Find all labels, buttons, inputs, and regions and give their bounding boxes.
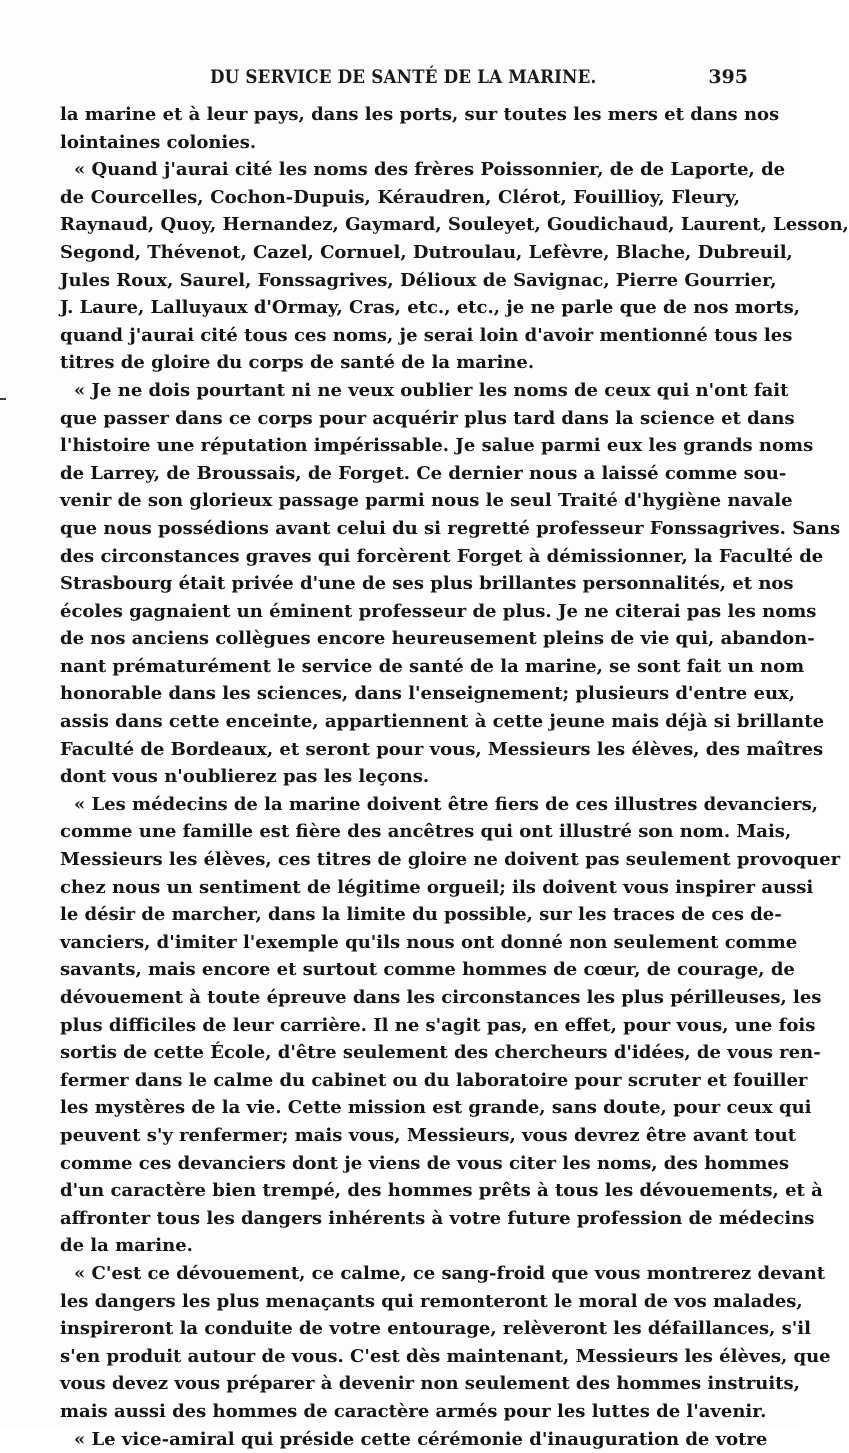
paragraph-3 <box>60 377 740 791</box>
text-line: « C'est ce dévouement, ce calme, ce sang-froid que vous montrerez devant <box>60 1260 740 1288</box>
text-line: l'histoire une réputation impérissable. Je salue parmi eux les grands noms <box>60 432 740 460</box>
text-line: mais aussi des hommes de caractère armés pour les luttes de l'avenir. <box>60 1398 740 1426</box>
text-line: que passer dans ce corps pour acquérir plus tard dans la science et dans <box>60 405 740 433</box>
text-line: honorable dans les sciences, dans l'enseignement; plusieurs d'entre eux, <box>60 680 740 708</box>
text-line: les mystères de la vie. Cette mission est grande, sans doute, pour ceux qui <box>60 1094 740 1122</box>
text-line: la marine et à leur pays, dans les ports, sur toutes les mers et dans nos <box>60 101 740 129</box>
text-line: écoles gagnaient un éminent professeur de plus. Je ne citerai pas les noms <box>60 598 740 626</box>
text-line: J. Laure, Lalluyaux d'Ormay, Cras, etc., etc., je ne parle que de nos morts, <box>60 294 740 322</box>
text-line: de Courcelles, Cochon-Dupuis, Kéraudren, Clérot, Fouillioy, Fleury, <box>60 184 740 212</box>
text-line: de la marine. <box>60 1232 740 1260</box>
text-line: vanciers, d'imiter l'exemple qu'ils nous ont donné non seulement comme <box>60 929 740 957</box>
text-line: les dangers les plus menaçants qui remonteront le moral de vos malades, <box>60 1288 740 1316</box>
text-line: que nous possédions avant celui du si regretté professeur Fonssagrives. Sans <box>60 515 740 543</box>
paragraph-1 <box>60 101 740 156</box>
page-header <box>100 62 748 92</box>
text-line: plus difficiles de leur carrière. Il ne s'agit pas, en effet, pour vous, une fois <box>60 1012 740 1040</box>
text-line: quand j'aurai cité tous ces noms, je serai loin d'avoir mentionné tous les <box>60 322 740 350</box>
running-title: DU SERVICE DE SANTÉ DE LA MARINE. <box>210 66 597 88</box>
text-line: des circonstances graves qui forcèrent Forget à démissionner, la Faculté de <box>60 543 740 571</box>
text-line: le désir de marcher, dans la limite du possible, sur les traces de ces de- <box>60 901 740 929</box>
text-line: Jules Roux, Saurel, Fonssagrives, Délioux de Savignac, Pierre Gourrier, <box>60 267 740 295</box>
text-line: Messieurs les élèves, ces titres de gloire ne doivent pas seulement provoquer <box>60 846 740 874</box>
text-line: Faculté de Bordeaux, et seront pour vous, Messieurs les élèves, des maîtres <box>60 736 740 764</box>
text-line: peuvent s'y renfermer; mais vous, Messieurs, vous devrez être avant tout <box>60 1122 740 1150</box>
text-line: lointaines colonies. <box>60 129 740 157</box>
text-line: savants, mais encore et surtout comme hommes de cœur, de courage, de <box>60 956 740 984</box>
text-line: affronter tous les dangers inhérents à votre future profession de médecins <box>60 1205 740 1233</box>
text-line: titres de gloire du corps de santé de la marine. <box>60 349 740 377</box>
text-line: « Les médecins de la marine doivent être fiers de ces illustres devanciers, <box>60 791 740 819</box>
text-line: chez nous un sentiment de légitime orgueil; ils doivent vous inspirer aussi <box>60 874 740 902</box>
text-line: « Quand j'aurai cité les noms des frères Poissonnier, de de Laporte, de <box>60 156 740 184</box>
text-line: Strasbourg était privée d'une de ses plus brillantes personnalités, et nos <box>60 570 740 598</box>
text-line: dont vous n'oublierez pas les leçons. <box>60 763 740 791</box>
text-line: dévouement à toute épreuve dans les circonstances les plus périlleuses, les <box>60 984 740 1012</box>
text-line: d'un caractère bien trempé, des hommes prêts à tous les dévouements, et à <box>60 1177 740 1205</box>
paragraph-5 <box>60 1260 740 1426</box>
text-line: de nos anciens collègues encore heureusement pleins de vie qui, abandon- <box>60 625 740 653</box>
page-number: 395 <box>708 66 748 88</box>
text-line: venir de son glorieux passage parmi nous le seul Traité d'hygiène navale <box>60 487 740 515</box>
text-line: « Le vice-amiral qui préside cette cérémonie d'inauguration de votre <box>60 1426 740 1453</box>
paragraph-2 <box>60 156 740 377</box>
body-text <box>60 101 740 1453</box>
text-line: sortis de cette École, d'être seulement des chercheurs d'idées, de vous ren- <box>60 1039 740 1067</box>
text-line: Segond, Thévenot, Cazel, Cornuel, Dutroulau, Lefèvre, Blache, Dubreuil, <box>60 239 740 267</box>
text-line: Raynaud, Quoy, Hernandez, Gaymard, Souleyet, Goudichaud, Laurent, Lesson, <box>60 211 740 239</box>
paragraph-6 <box>60 1426 740 1453</box>
text-line: inspireront la conduite de votre entourage, relèveront les défaillances, s'il <box>60 1315 740 1343</box>
text-line: fermer dans le calme du cabinet ou du laboratoire pour scruter et fouiller <box>60 1067 740 1095</box>
text-line: comme une famille est fière des ancêtres qui ont illustré son nom. Mais, <box>60 818 740 846</box>
text-line: « Je ne dois pourtant ni ne veux oublier les noms de ceux qui n'ont fait <box>60 377 740 405</box>
text-line: comme ces devanciers dont je viens de vous citer les noms, des hommes <box>60 1150 740 1178</box>
text-line: vous devez vous préparer à devenir non seulement des hommes instruits, <box>60 1370 740 1398</box>
text-line: de Larrey, de Broussais, de Forget. Ce dernier nous a laissé comme sou- <box>60 460 740 488</box>
text-line: assis dans cette enceinte, appartiennent à cette jeune mais déjà si brillante <box>60 708 740 736</box>
text-line: nant prématurément le service de santé de la marine, se sont fait un nom <box>60 653 740 681</box>
text-line: s'en produit autour de vous. C'est dès maintenant, Messieurs les élèves, que <box>60 1343 740 1371</box>
paragraph-4 <box>60 791 740 1260</box>
margin-mark <box>0 398 6 400</box>
